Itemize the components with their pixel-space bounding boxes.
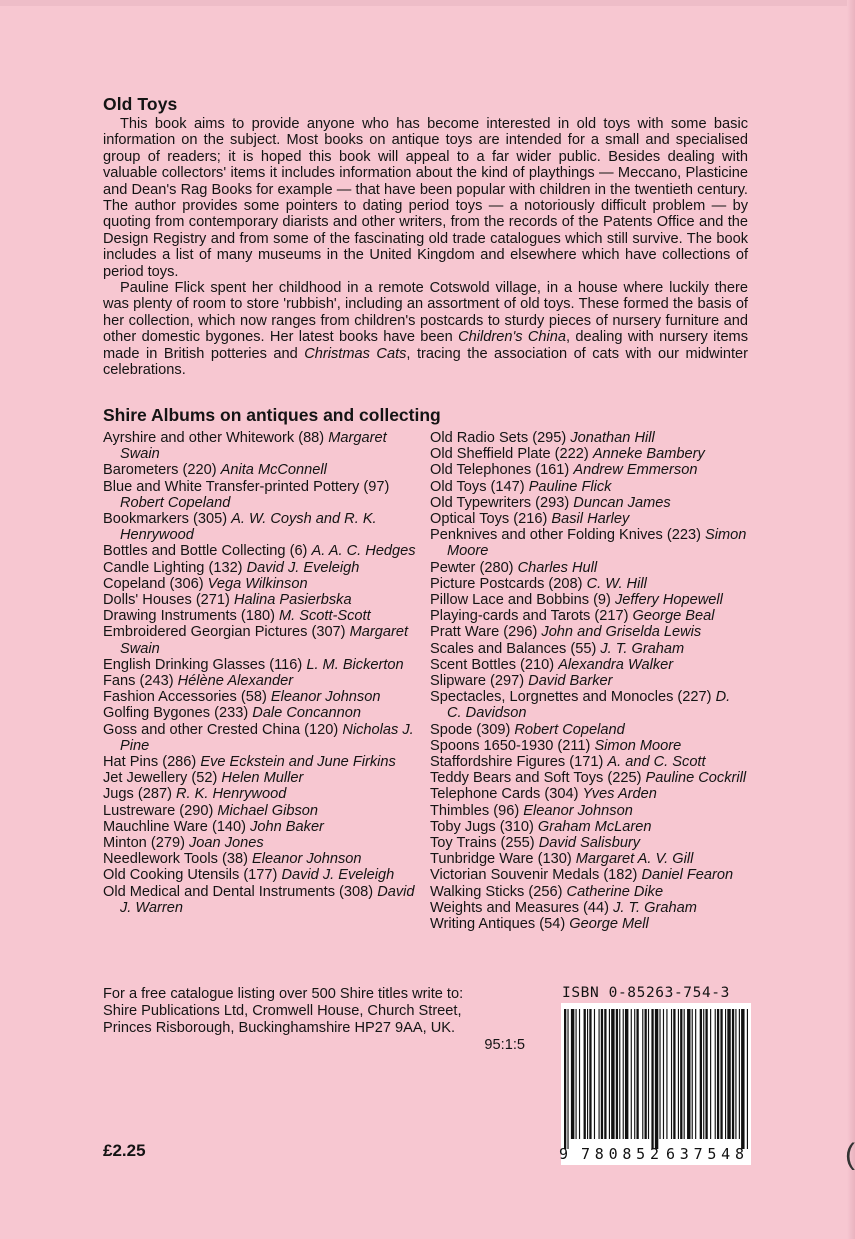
album-item xyxy=(103,819,421,835)
album-item xyxy=(430,446,748,462)
album-item xyxy=(103,511,421,543)
album-item xyxy=(430,884,748,900)
album-title: Thimbles (96) xyxy=(430,802,520,819)
catalogue-line: Princes Risborough, Buckinghamshire HP27 9AA, UK. xyxy=(103,1020,456,1036)
album-item xyxy=(103,462,421,478)
barcode-bar xyxy=(735,1009,736,1139)
album-item xyxy=(103,851,421,867)
album-title: Needlework Tools (38) xyxy=(103,851,248,868)
album-item xyxy=(430,770,748,786)
album-author: Hélène Alexander xyxy=(177,673,294,690)
album-author: A. and C. Scott xyxy=(607,754,706,771)
barcode-bar xyxy=(700,1009,702,1139)
album-title: Bottles and Bottle Collecting (6) xyxy=(103,543,308,560)
barcode-bar xyxy=(692,1009,693,1139)
album-author: Daniel Fearon xyxy=(641,867,734,884)
album-author: Margaret A. V. Gill xyxy=(575,851,694,868)
album-item xyxy=(430,592,748,608)
album-item xyxy=(430,430,748,446)
album-item xyxy=(103,560,421,576)
album-item xyxy=(430,462,748,478)
album-item xyxy=(103,608,421,624)
barcode-bar xyxy=(663,1009,664,1139)
isbn-label: ISBN 0-85263-754-3 xyxy=(562,985,730,1001)
album-author: D. C. Davidson xyxy=(447,689,731,722)
album-author: Margaret Swain xyxy=(120,624,409,657)
album-author: Dale Concannon xyxy=(252,705,362,722)
album-author: C. W. Hill xyxy=(586,575,647,592)
album-author: Alexandra Walker xyxy=(558,656,674,673)
album-title: Fans (243) xyxy=(103,673,174,690)
album-author: Catherine Dike xyxy=(566,883,664,900)
album-title: Optical Toys (216) xyxy=(430,511,548,528)
album-title: Old Telephones (161) xyxy=(430,462,570,479)
barcode-bar xyxy=(631,1009,632,1139)
barcode-bar xyxy=(642,1009,643,1139)
album-author: Halina Pasierbska xyxy=(233,592,352,609)
album-title: Telephone Cards (304) xyxy=(430,786,579,803)
album-author: Margaret Swain xyxy=(120,430,387,463)
barcode-bar xyxy=(604,1009,606,1139)
album-item xyxy=(103,689,421,705)
album-title: Candle Lighting (132) xyxy=(103,559,243,576)
album-author: Eleanor Johnson xyxy=(523,802,633,819)
album-item xyxy=(430,689,748,721)
barcode-bar xyxy=(747,1009,748,1149)
album-title: Spectacles, Lorgnettes and Monocles (227) xyxy=(430,689,712,706)
album-title: Embroidered Georgian Pictures (307) xyxy=(103,624,346,641)
album-item xyxy=(430,673,748,689)
album-title: Dolls' Houses (271) xyxy=(103,592,230,609)
album-author: Pauline Cockrill xyxy=(645,770,747,787)
catalogue-line: For a free catalogue listing over 500 Shire titles write to: xyxy=(103,986,464,1002)
album-author: Jonathan Hill xyxy=(570,430,655,446)
album-item xyxy=(103,673,421,689)
album-title: Mauchline Ware (140) xyxy=(103,818,247,835)
album-item xyxy=(430,738,748,754)
barcode-bar xyxy=(594,1009,595,1139)
album-item xyxy=(430,867,748,883)
album-item xyxy=(430,657,748,673)
album-author: David Barker xyxy=(528,673,613,690)
barcode-bar xyxy=(589,1009,591,1139)
album-title: Weights and Measures (44) xyxy=(430,899,609,916)
barcode-bar xyxy=(710,1009,711,1139)
barcode-bar xyxy=(609,1009,610,1139)
album-title: Blue and White Transfer-printed Pottery (97) xyxy=(103,478,390,495)
album-title: Lustreware (290) xyxy=(103,802,214,819)
barcode-bar xyxy=(579,1009,580,1139)
album-author: Nicholas J. Pine xyxy=(120,721,414,754)
album-author: Robert Copeland xyxy=(120,494,231,511)
barcode-bar xyxy=(587,1009,588,1139)
album-author: A. W. Coysh and R. K. Henrywood xyxy=(120,511,377,544)
album-title: Victorian Souvenir Medals (182) xyxy=(430,867,638,884)
album-title: Spode (309) xyxy=(430,721,511,738)
album-title: Penknives and other Folding Knives (223) xyxy=(430,527,701,544)
barcode-bar xyxy=(680,1009,682,1139)
barcode-bar xyxy=(567,1009,568,1149)
album-author: Vega Wilkinson xyxy=(207,575,308,592)
album-author: Duncan James xyxy=(573,494,671,511)
album-item xyxy=(103,479,421,511)
album-item xyxy=(430,576,748,592)
album-author: Eve Eckstein and June Firkins xyxy=(200,754,396,771)
album-item xyxy=(430,900,748,916)
barcode-bar xyxy=(673,1009,675,1139)
barcode-bar xyxy=(651,1009,653,1149)
barcode-bar xyxy=(584,1009,586,1139)
album-item xyxy=(430,624,748,640)
album-item xyxy=(103,624,421,656)
barcode-bar xyxy=(732,1009,734,1139)
barcode-bar xyxy=(564,1009,566,1149)
barcode-bar xyxy=(645,1009,647,1139)
album-title: Goss and other Crested China (120) xyxy=(103,721,339,738)
album-title: Slipware (297) xyxy=(430,673,525,690)
album-item xyxy=(103,754,421,770)
album-title: Writing Antiques (54) xyxy=(430,916,566,933)
album-author: R. K. Henrywood xyxy=(176,786,287,803)
album-item xyxy=(103,705,421,721)
barcode-bar xyxy=(599,1009,600,1139)
album-author: Michael Gibson xyxy=(217,802,318,819)
album-title: Bookmarkers (305) xyxy=(103,511,228,528)
barcode-bar xyxy=(678,1009,679,1139)
album-item xyxy=(430,527,748,559)
album-author: Andrew Emmerson xyxy=(573,462,698,479)
album-author: M. Scott-Scott xyxy=(279,608,371,625)
album-item xyxy=(430,851,748,867)
album-author: Helen Muller xyxy=(221,770,304,787)
album-author: Simon Moore xyxy=(447,527,747,560)
barcode-bar xyxy=(684,1009,685,1139)
album-title: Old Medical and Dental Instruments (308) xyxy=(103,883,374,900)
barcode-bar xyxy=(611,1009,614,1139)
album-item xyxy=(430,560,748,576)
barcode-bar xyxy=(636,1009,638,1139)
album-title: Old Toys (147) xyxy=(430,478,525,495)
barcode-bar xyxy=(715,1009,716,1139)
album-title: Drawing Instruments (180) xyxy=(103,608,275,625)
barcode-bar xyxy=(655,1009,658,1149)
barcode-bar xyxy=(616,1009,618,1139)
album-title: Golfing Bygones (233) xyxy=(103,705,249,722)
album-item xyxy=(430,819,748,835)
album-item xyxy=(430,754,748,770)
album-author: J. T. Graham xyxy=(613,899,697,916)
album-title: Old Radio Sets (295) xyxy=(430,430,567,446)
album-item xyxy=(103,543,421,559)
barcode-bar xyxy=(717,1009,719,1139)
album-author: David J. Eveleigh xyxy=(281,867,395,884)
album-author: A. A. C. Hedges xyxy=(311,543,416,560)
album-title: Old Cooking Utensils (177) xyxy=(103,867,278,884)
album-item xyxy=(430,479,748,495)
bio-book-title: Children's China xyxy=(458,329,567,346)
album-author: Yves Arden xyxy=(582,786,657,803)
barcode-bar xyxy=(671,1009,672,1139)
bio-book-title: Christmas Cats xyxy=(304,345,407,362)
barcode-bar xyxy=(705,1009,707,1139)
barcode-bar xyxy=(625,1009,628,1139)
barcode-bar xyxy=(739,1009,740,1139)
album-author: Jeffery Hopewell xyxy=(614,592,723,609)
album-item xyxy=(430,511,748,527)
barcode-bar xyxy=(634,1009,635,1139)
album-item xyxy=(103,803,421,819)
album-title: Old Sheffield Plate (222) xyxy=(430,446,589,463)
album-title: Minton (279) xyxy=(103,835,185,852)
album-author: David Salisbury xyxy=(538,835,641,852)
album-author: George Mell xyxy=(569,916,649,933)
album-author: David J. Eveleigh xyxy=(246,559,360,576)
album-title: Hat Pins (286) xyxy=(103,754,197,771)
album-item xyxy=(430,916,748,932)
barcode-bar xyxy=(648,1009,649,1139)
album-title: Picture Postcards (208) xyxy=(430,575,583,592)
description-paragraph: This book aims to provide anyone who has become interested in old toys with some basic information on the subject. Most books on antique toys are intended for a small and specialised group of readers; it is hoped this book will appeal to a far wider public. Besides dealing with valuable collectors' items it includes information about the kind of playthings — Meccano, Plasticine and Dean's Rag Books for example — that have been popular with children in the twentieth century. The author provides some pointers to dating period toys — a notoriously difficult problem — by quoting from contemporary diarists and other writers, from the records of the Patents Office and the Design Registry and from some of the fascinating old trade catalogues which still survive. The book includes a list of many museums in the United Kingdom and elsewhere which have collections of period toys. xyxy=(103,116,748,280)
album-author: John Baker xyxy=(250,818,324,835)
price-label: £2.25 xyxy=(103,1141,146,1160)
album-author: David J. Warren xyxy=(120,883,415,916)
barcode-bar xyxy=(687,1009,690,1139)
album-title: Teddy Bears and Soft Toys (225) xyxy=(430,770,642,787)
barcode-bar xyxy=(576,1009,577,1139)
album-item xyxy=(103,770,421,786)
album-item xyxy=(103,722,421,754)
album-title: Playing-cards and Tarots (217) xyxy=(430,608,629,625)
album-item xyxy=(430,608,748,624)
albums-list-right xyxy=(430,430,748,932)
barcode-bar xyxy=(666,1009,667,1139)
album-author: Basil Harley xyxy=(551,511,630,528)
album-item xyxy=(430,786,748,802)
album-title: English Drinking Glasses (116) xyxy=(103,656,303,673)
albums-list-left xyxy=(103,430,421,916)
album-title: Jugs (287) xyxy=(103,786,172,803)
edge-mark: ( xyxy=(845,1138,855,1171)
barcode-bar xyxy=(725,1009,726,1139)
album-item xyxy=(103,786,421,802)
album-author: Pauline Flick xyxy=(528,478,612,495)
barcode-bar xyxy=(571,1009,574,1139)
catalogue-line: Shire Publications Ltd, Cromwell House, Church Street, xyxy=(103,1003,462,1019)
bio-text: , dealing with nursery items made in British potteries and xyxy=(103,329,749,362)
album-item xyxy=(430,495,748,511)
album-title: Spoons 1650-1930 (211) xyxy=(430,737,591,754)
album-title: Toby Jugs (310) xyxy=(430,818,534,835)
album-title: Scent Bottles (210) xyxy=(430,656,555,673)
album-author: George Beal xyxy=(632,608,715,625)
right-edge xyxy=(847,0,855,1239)
album-title: Toy Trains (255) xyxy=(430,835,535,852)
album-item xyxy=(103,867,421,883)
album-author: Eleanor Johnson xyxy=(270,689,381,706)
album-author: Eleanor Johnson xyxy=(252,851,362,868)
album-title: Barometers (220) xyxy=(103,462,217,479)
album-title: Copeland (306) xyxy=(103,575,204,592)
album-author: Simon Moore xyxy=(594,737,682,754)
barcode-bar xyxy=(695,1009,696,1139)
album-item xyxy=(430,803,748,819)
barcode-bar xyxy=(727,1009,730,1139)
album-author: Anita McConnell xyxy=(220,462,327,479)
album-title: Tunbridge Ware (130) xyxy=(430,851,572,868)
bio-text: , tracing the association of cats with our midwinter celebrations. xyxy=(103,345,748,379)
album-item xyxy=(103,835,421,851)
isbn-barcode xyxy=(561,1003,751,1165)
barcode-bar xyxy=(741,1009,744,1149)
album-item xyxy=(103,430,421,462)
bio-text: Pauline Flick spent her childhood in a remote Cotswold village, in a house where luckily there was plenty of room to store 'rubbish', including an assortment of old toys. These formed the basis of her collection, which now ranges from children's postcards to sturdy pieces of nursery furniture and other domestic bygones. Her latest books have been xyxy=(103,280,748,346)
album-title: Scales and Balances (55) xyxy=(430,640,597,657)
album-author: J. T. Graham xyxy=(600,640,685,657)
catalogue-notice xyxy=(103,986,525,1054)
album-item xyxy=(103,592,421,608)
album-item xyxy=(430,722,748,738)
album-author: Anneke Bambery xyxy=(592,446,705,463)
album-author: Robert Copeland xyxy=(514,721,625,738)
book-title: Old Toys xyxy=(103,94,178,114)
album-item xyxy=(103,576,421,592)
albums-heading: Shire Albums on antiques and collecting xyxy=(103,405,441,425)
album-title: Pratt Ware (296) xyxy=(430,624,538,641)
author-bio xyxy=(103,280,748,378)
barcode-bar xyxy=(720,1009,722,1139)
barcode-digits-left: 780852 xyxy=(581,1145,659,1163)
barcode-bar xyxy=(703,1009,704,1139)
top-edge xyxy=(0,0,855,6)
album-author: Joan Jones xyxy=(189,835,264,852)
album-author: Graham McLaren xyxy=(537,818,652,835)
album-item xyxy=(103,884,421,916)
album-title: Pewter (280) xyxy=(430,559,514,576)
album-title: Pillow Lace and Bobbins (9) xyxy=(430,592,611,609)
catalogue-code: 95:1:5 xyxy=(484,1037,525,1053)
book-description xyxy=(103,116,748,379)
album-author: L. M. Bickerton xyxy=(306,656,404,673)
barcode-bar xyxy=(623,1009,624,1139)
barcode-bar xyxy=(659,1009,660,1139)
album-item xyxy=(430,835,748,851)
barcode-bar xyxy=(601,1009,603,1139)
album-title: Staffordshire Figures (171) xyxy=(430,754,604,771)
album-title: Old Typewriters (293) xyxy=(430,494,570,511)
barcode-digit: 9 xyxy=(559,1145,569,1163)
barcode-digits-right: 637548 xyxy=(666,1145,744,1163)
album-item xyxy=(103,657,421,673)
album-title: Walking Sticks (256) xyxy=(430,883,563,900)
album-author: Charles Hull xyxy=(517,559,598,576)
album-title: Ayrshire and other Whitework (88) xyxy=(103,430,325,446)
barcode-bar xyxy=(619,1009,620,1139)
album-author: John and Griselda Lewis xyxy=(541,624,702,641)
album-title: Jet Jewellery (52) xyxy=(103,770,218,787)
album-title: Fashion Accessories (58) xyxy=(103,689,267,706)
album-item xyxy=(430,641,748,657)
